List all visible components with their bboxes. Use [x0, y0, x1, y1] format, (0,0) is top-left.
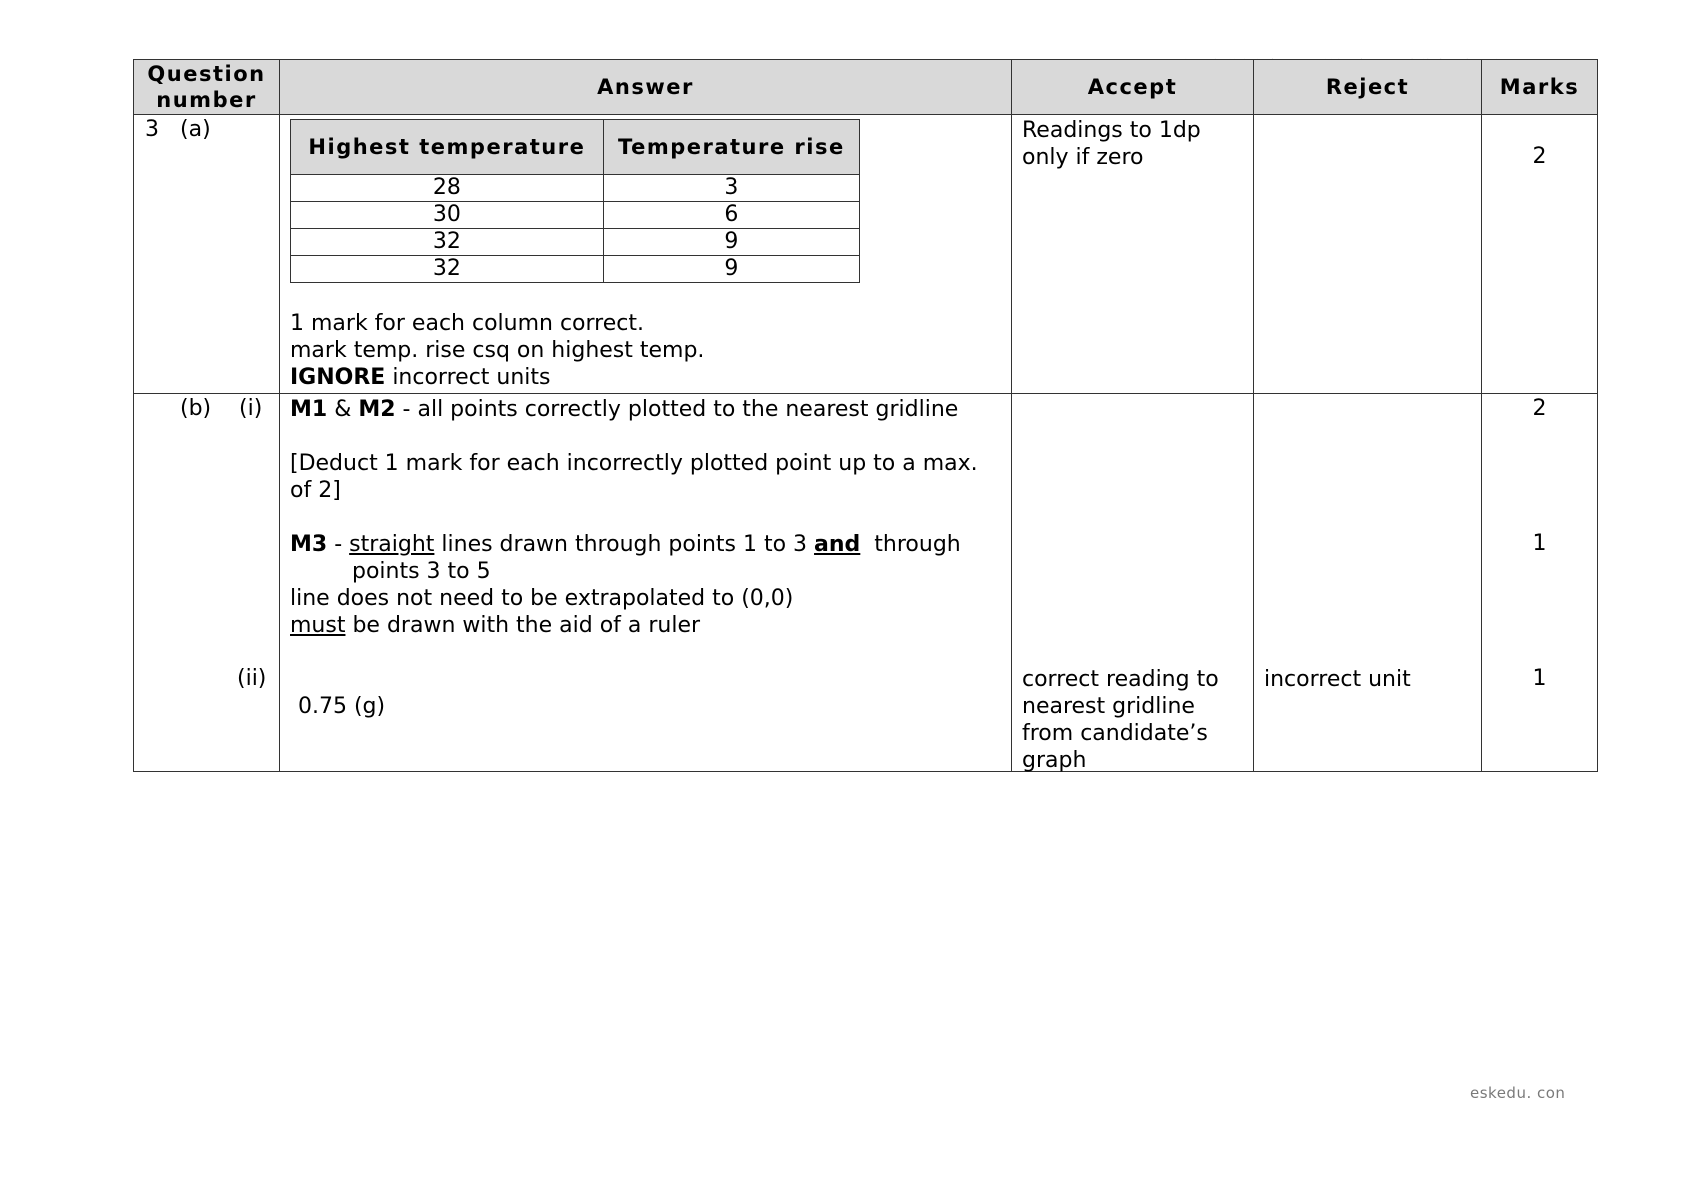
must-word: must: [290, 613, 346, 638]
accept-line: Readings to 1dp: [1022, 118, 1201, 143]
note-csq: mark temp. rise csq on highest temp.: [290, 338, 705, 363]
accept-cell-b: [1012, 394, 1254, 772]
marks-value: 2: [1532, 144, 1547, 169]
extrapolate-note: line does not need to be extrapolated to (0,0): [290, 586, 794, 611]
question-part-b: (b): [180, 396, 212, 421]
question-sub-ii: (ii): [237, 666, 267, 691]
through-word: through: [860, 532, 961, 557]
answer-ii: 0.75 (g): [298, 694, 386, 719]
marks-value: 2: [1532, 396, 1547, 421]
reject-cell-b: [1254, 394, 1482, 772]
row-part-b: [134, 394, 1598, 772]
header-marks: Marks: [1482, 60, 1598, 115]
m3-text: lines drawn through points 1 to 3: [434, 532, 815, 557]
temp-header-highest: Highest temperature: [291, 120, 604, 175]
answer-cell-a: [280, 115, 1012, 394]
question-number: 3: [145, 117, 159, 142]
m12-text: - all points correctly plotted to the nearest gridline: [395, 397, 959, 422]
footer-text: eskedu. con: [1470, 1084, 1566, 1102]
straight-word: straight: [349, 532, 435, 557]
mark-scheme-table: [133, 59, 1598, 772]
temp-cell: 6: [603, 202, 859, 229]
points-3-5: points 3 to 5: [352, 559, 491, 584]
temp-header-rise: Temperature rise: [603, 120, 859, 175]
temp-cell: 9: [603, 229, 859, 256]
marks-value: 1: [1532, 531, 1547, 556]
question-cell-b: [134, 394, 280, 772]
header-reject: Reject: [1254, 60, 1482, 115]
table-row: [291, 202, 860, 229]
note-column-correct: 1 mark for each column correct.: [290, 311, 644, 336]
m3-criterion: [290, 531, 1001, 558]
m2-label: M2: [358, 397, 396, 422]
header-row: [134, 60, 1598, 115]
question-cell-a: [134, 115, 280, 394]
m3-dash: -: [327, 532, 350, 557]
header-accept: Accept: [1012, 60, 1254, 115]
table-row: [291, 229, 860, 256]
temp-cell: 3: [603, 175, 859, 202]
accept-line: only if zero: [1022, 145, 1144, 170]
ignore-rest: incorrect units: [385, 365, 551, 390]
ruler-note: [290, 612, 1001, 639]
marks-cell-a: [1482, 115, 1598, 394]
accept-cell-a: [1012, 115, 1254, 394]
temp-cell: 32: [291, 229, 604, 256]
note-ignore-units: [290, 364, 1001, 391]
accept-ii: correct reading to nearest gridline from candidate’s graph: [1022, 667, 1219, 773]
reject-cell-a: [1254, 115, 1482, 394]
header-answer: Answer: [280, 60, 1012, 115]
question-part-a: (a): [180, 117, 211, 142]
marks-value: 1: [1532, 666, 1547, 691]
m1-label: M1: [290, 397, 328, 422]
header-question-number: Question number: [134, 60, 280, 115]
table-row: [291, 256, 860, 283]
row-part-a: [134, 115, 1598, 394]
m3-label: M3: [290, 532, 328, 557]
answer-cell-b: [280, 394, 1012, 772]
temp-cell: 9: [603, 256, 859, 283]
reject-ii: incorrect unit: [1264, 667, 1411, 692]
table-row: [291, 175, 860, 202]
ruler-text: be drawn with the aid of a ruler: [345, 613, 701, 638]
ignore-keyword: IGNORE: [290, 365, 386, 390]
question-sub-i: (i): [239, 396, 263, 421]
temp-cell: 28: [291, 175, 604, 202]
temp-cell: 30: [291, 202, 604, 229]
deduct-note: [Deduct 1 mark for each incorrectly plotted point up to a max. of 2]: [290, 451, 978, 503]
temp-cell: 32: [291, 256, 604, 283]
amp-text: &: [327, 397, 359, 422]
and-word: and: [814, 532, 861, 557]
marks-cell-b: [1482, 394, 1598, 772]
m1-m2-criterion: [290, 396, 1001, 423]
temperature-table: [290, 119, 860, 283]
